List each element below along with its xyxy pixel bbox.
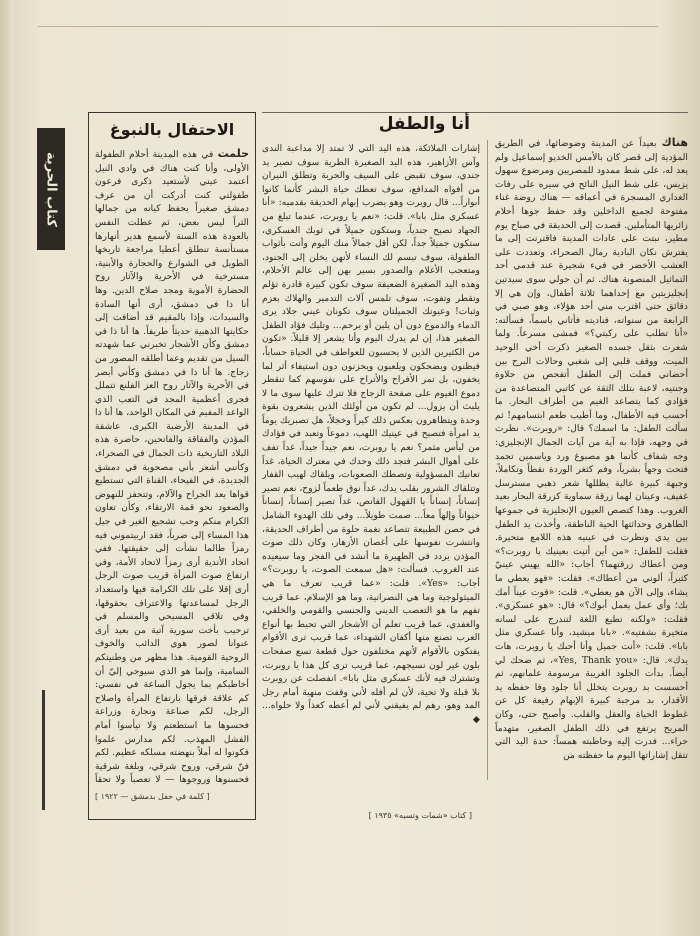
main-article-text-1: بعيداً عن المدينة وضوضائها، في الطريق المؤدية إلى قصر كان بالأمس الخديو إسماعيل ولم يعد له، على شط ممدود للمصريين ومرضوع سهول يزيس، على شط النيل النائح في سيره على رفات الغداري المسجرة في أعماقه — هناك روضة غناء مفتوحة لجميع الداخلين وقد حفظ جوها أحلام زائريها المتأملين. قصدت إلى الحديقة في صباح يوم مطير، نبتت على عادات المدينة فاقترنت إلى ما يفترش نكان البادية رمال الصحراء، وتعددت على العشب الأخضر في فيء شجيرة عند قدمي أحد التماثيل المنصوبة هناك. ثم أن حولي سوى سيدتين إنجليزيتين مع إحداهما ثلاثة أطفال، وإن هي إلا دقائق حتى اقترب مني أحد هؤلاء، وهو صبي في الرابعة من سنواته، فناديته فأتاني باسماً، فسألته: «أنا تطلب على ركبتي؟» فمشى مسرعاً. ولما شعرت بثقل جسده الصغير ذكرت أخي الوحيد الميت، ووقف قلبي إلى شغبي وحالات البرح بين أحضاني فملت إلى الطفل أتفحص من حلاوة وجنتيه، لاعبة بتلك الثقة عن كاتبي المتصاعدة من فؤادي كما يتصاعد الغيم من أطراف البحار. ما أحسب فيه الأطفال، وما أطيب طعم ابتسامهم! ثم سألت الطفل: ما اسمك؟ قال: «روبرت». نظرت في وجهه، فإذا به آية من آيات الجمال الإنجليزي: وجه شفاف كأنما هو مصبوغ ورد وياسمين تجمد فتحت وجهاً بشرياً، وفم كثغر الوردة نقطاً وتكاملاً، وجبهة كبيرة عالية يظللها شعر ذهبي مسترسل غفيف، وعينان لهما زرقة سماوية كزرقة البحار بعيد الغروب. وهذا كتصص العيون الإنجليزية في جموعها الطاهري وحداثتها الحية الناطقة، وأخذت يد الطفل بين يدي ونظرت في عينيه هذه اللامع متحيرة. فقلت للطفل: «من أين أتيت بعينيك يا روبرت؟» ومن أعطاك زرقتهما؟ أجاب: «الله يهيني عينيّ كثيراً، ألوني من أعطاك». فقلت: «فهو يعطي ما يشاء، وإلى الآن هو يعطي». قلت: «قوت عيناً أمك بك؛ وأي عمل يعمل أبوك؟» قال: «هو عسكري». فقلت: «ولكنه تطيع اللغة لتندرج على لسانه متخيرة بشفتيه». «بابا ميشيد، وأنا عسكري مثل بابا». قلت: «أنت جميل وأنا أحبك يا روبرت، هات يدك». قال: «Yes, Thank you»، ثم ضحك لي أيضاً. بدأت الجلود الغريبة مرسومة علمانهم، ثم أحسست بد روبرت يتخلل أنا جلود وفا حفظه يد الأقدار، بد مرجبة كبيرة الإبهام رفيعة كل عن غطوط الحياة والعقل والقلب. وأصبح حتى، وكان المريح يرتفع في ذلك الطفل الصغير، متهدماً حراء... فدرت إليه وحاطبته همساً: حدة اليد التي تتقل إشاراتها اليوم ما حفظته من [495, 138, 688, 761]
side-article-title: الاحتفال بالنبوغ [109, 120, 235, 139]
side-article-text: في هذه المدينة أحلام الطفولة الأولى، وأنا كنت هناك في وادي النيل أعتمد عيني لأستعيد ذكرى فرعون طفولتي كنت أدركت أن من عرف دمشق صغيراً يحفظ كيانه من جمالها الثراً ليس بعض، ثم عطلت النفس بالعودة هذه السنة لأسمع هدير أنهارها مستأنسة تنطلق أعطيا مراجعة تاريخها الطويل في الشوارع والحجارة والأبنية، مسترخية في الأحرية والآثار روح الحضارة الأموية ومجد صلاح الدين. وها أنا ذا في دمشق، أرى أنها السادة والسيدات، وإذا بالمقيم قد أضافت إلى حكايتها الذهبية حديثاً طريفاً. ها أنا ذا في دمشق وكأن الأشجار تخبرني عما شهدته السيل من تقديم وعما أطلقه المصور من زجاج. ها أنا ذا في دمشق وكأني أبصر في الأحرية والآثار روح العز الفلنع تتملل فجرى أعظمية المجد في التعب الذي الواعد المفيم في المكان الواحد، ها أنا ذا في المدينة الأرضية الكبرى، عاشقة المؤذن والفقاقة والفاتحين، حاضرة هذه البلاد التاريخية ذات الجمال في الصحراء، وكأنني أشعر بأني مصحوبة في دمشق الجديدة، في الفيحاء، القناة التي تستطيع قواها بعد الجراح والآلام، وتتحفز للنهوض والصعود نحو قمة الارتقاء، وكأن تعاون الكرام منكم وحب تشجيع الغير في جيل هذا المساء إلى ضرباً، فقد اربيتموني فيه رمزاً طالما نشأت إلى حقيقتها. ففي اتحاد الأندية أرى رمزاً لاتحاد الأمة، وفي ارتفاع صوت المرأة قريب صوت الرجل أرى إقلا على تلك الكرامة فيها واستعداد الرجل لمساعدتها والاعتراف بحقوقها، وفي تلاقي المسيحي والمسلم في ترحيب بأخت سورية آتية من بعيد أرى عنوانا لصور هوي الدائب والخوف الروحية القومية. هذا مظهر من وطنيتكم السامية، وإنما هو الذي سيوحي إليّ أن أخاطبكم بما يجول الساعة في نفسي: كم علاقة فرقها بارتفاع المرأة واصلاح الرجل، لكم صناعة ونجارة وزراعة فحسوها ما استطعتم ولا تيأسوا أمام الفشل المهذب. لكم مدارس علموا فكونوا له أملاً بنهضته مسلكه عظيم. لكم فنّ شرقي، وروح شرقي، وبلغة شرقية فحسنوها وروجوها — لا تعصباً ولا تحقاً [95, 149, 249, 786]
side-article-box [88, 112, 256, 820]
lead-word: هناك [661, 136, 688, 149]
main-article-paragraph [495, 136, 688, 762]
spine-shadow [0, 0, 14, 936]
margin-bar [42, 690, 45, 810]
main-article-column-1 [495, 136, 688, 826]
article-source-note: [ كتاب «شمات وتسبه» ۱۹۳٥ ] [368, 811, 472, 820]
side-article-source-note: [ كلمة في حفل بدمشق — ۱۹۲۲ ] [95, 792, 210, 801]
side-lead-word: حلمت [217, 147, 249, 160]
main-article-column-2 [262, 142, 480, 802]
main-article-text-2: إشارات الملائكة، هذه اليد التي لا تمتد إلا مداعبة الندى وآس الأزاهير، هذه اليد الصغيرة الطرية سوف تصير يد جندي، سوف تقبض على السيف والحربة وتطلق النيران من أفواه المدافع، سوف تعطك حياة البشر كأنما كانوا أبواراً... قال روبرت وهو يضرب إبهام الحديقة بقدميه: «أنا عسكري مثل بابا». قلت: «نعم يا روبرت، عندما تبلغ من الجهاد تصبح جندياً، وستكون جميلاً في ثوبك العسكري، ستكون جميلاً جداً، لكن أقل جمالاً منك اليوم وأنت بأثواب الطفولة، سوف تبسم لك النساء لأنهن يخلن إلى الجنود، ومتعجب الأغلام والصدور بسير بهن إلى عالم الأحلام، وهذه اليد الصغيرة الضعيفة سوف تكون كبيرة قادرة تؤلم وتقطر وتفوت، سوف تلمس آلات التدمير والهلاك بعزم وثبات! وعيونك الجميلتان سوف تكونان عيني جلاد يرى الدماء والدموع دون أن يلين أو يرحم... وتليك فؤاد الطفل الصغير هذا، إن لم يدرك اليوم وأنا يشعر إلا قليلاً. «تكون من الكثيرين الذين لا يحسبون للعواطف في الحياة حساباً، فيظنون ويضحكون ويلعبون ويحزنون دون استيفاء أثر لما يخفون، بل تمر الأفراح والأتراح على نفوسهم كما تنقطر دموع الغيوم على صفحة الزجاج فلا تترك عليها سوى ما لا يلبث أن يزول... لم تكون من أولئك الذين يشعرون بقوة وحدة ويتظاهرون بعكس ذلك كبراً وخجلاً، هل تصبريك يوماً يد امرأة فتصبح في عينيك اللهب، دموعاً وتعبد في فؤادك من ليأس مثمر؟ نعم يا روبرت، نعم جيداً جيداً، غداً تفف على أهوال البشر فتجد ذلك وحدك في معترك الحياة، غداً تعانيك المسؤولية وتصطك الصعوبات، ويلقاك لهيب القفار وتتلقاك الشرور بقلب يدك، غداً نوق طعماً لزوح، نعم تصير إنساناً، إنساناً يا القهول القانص، غداً تصير إنساناً، إنساناً حيواناً وإلهاً معاً... صمت طويلاً... وفي تلك الهدوء الشامل في حصن الطبيعة تتصاعد نغمة حلوة من أطراف الحديقة، وانتشرت نفوسها على أغصان الأزهار، وكان ذلك صوت المؤذن يردد في الظهيرة ما أنشد في الفجر وما سيعيده عند الغروب. فسألت: «هل سمعت الصوت، يا روبرت؟» أجاب: «Yes». قلت: «عما قريب تعرف ما هي الميثولوجية وما هي النصرانية، وما هو الإسلام، عما قريب تفهم ما هو التعصب الديني والجنسي والقومي والخلقي، والغفدي، عما قريب تعلم أن الأشجار التي تحيط بها أنواع العرب تصنع منها أكفان الشهداء، عما قريب ترى الأقوام يفتكون بالأقوام لأنهم مختلفون حول قطعة تسع صفحات بلون غير لون نسيجهم، عما قريب ترى كل هذا يا روبرت، وتشترك فيه لأنك عسكري مثل بابا». انفصلت عن روبرت بلا قبلة ولا تحية، لأن لم أفله لأني وقفت منهية أمام رجل المد وهو، رهم لم يفيقني لأني لم أعطه كعذاً ولا حلواه... ◆ [262, 143, 480, 725]
section-tab: كتاب الحرية [37, 128, 65, 250]
side-article-paragraph [95, 147, 249, 787]
top-frame-rule [38, 8, 658, 27]
article-title: أنا والطفل [378, 114, 470, 134]
column-divider [487, 140, 488, 780]
